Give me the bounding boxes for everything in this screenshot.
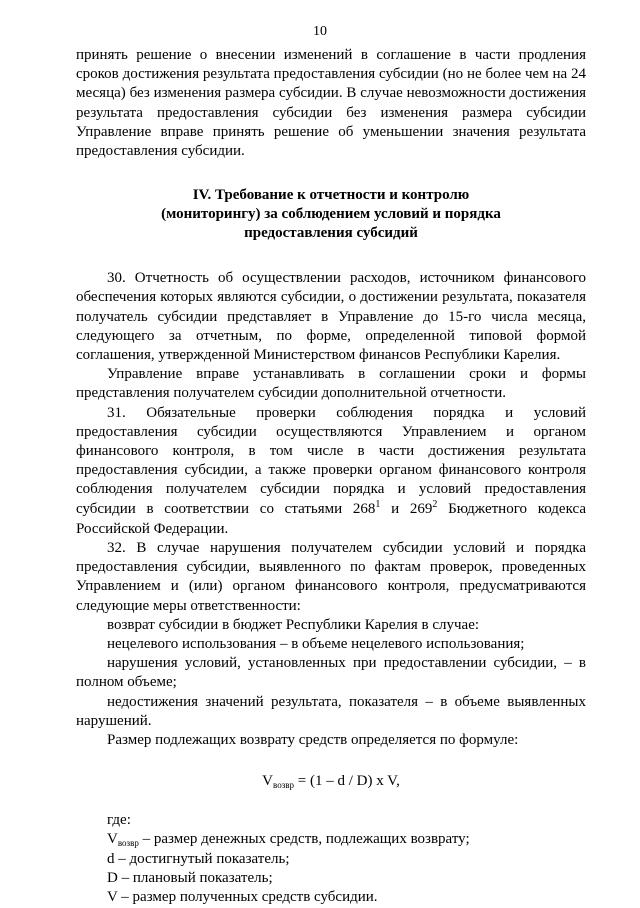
paragraph-32: 32. В случае нарушения получателем субсидии условий и порядка предоставления субсидии, выявленного по фактам проверок, проведенных Управлением и (или) органом финансового контроля, предусматриваются следующие меры ответственности: xyxy=(76,540,586,614)
paragraph-31-tail: Бюджетного кодекса Российской Федерации. xyxy=(76,500,587,537)
definition-d-achieved: d – достигнутый показатель; xyxy=(107,850,290,867)
article-268: 268 xyxy=(352,500,376,517)
section-heading-line-3: предоставления субсидий xyxy=(244,225,418,242)
paragraph-31 xyxy=(76,404,586,539)
where-label: где: xyxy=(107,811,131,828)
definition-d-planned: D – плановый показатель; xyxy=(107,870,273,887)
page-number: 10 xyxy=(313,24,327,39)
formula-subscript: возвр xyxy=(273,780,294,791)
refund-formula xyxy=(76,772,586,792)
section-heading xyxy=(76,186,586,243)
section-heading-line-1: IV. Требование к отчетности и контролю xyxy=(192,187,470,204)
paragraph-32-misuse: нецелевого использования – в объеме нецелевого использования; xyxy=(107,636,525,653)
formula-v: V xyxy=(262,773,273,790)
formula-rest: = (1 – d / D) x V, xyxy=(294,773,400,790)
paragraph-30-additional-reporting: Управление вправе устанавливать в соглашении сроки и формы представления получателем субсидии дополнительной отчетности. xyxy=(76,366,586,402)
article-269: 269 xyxy=(409,500,433,517)
paragraph-32-refund: возврат субсидии в бюджет Республики Карелия в случае: xyxy=(107,616,480,633)
definition-v: V xyxy=(107,830,118,847)
paragraph-30: 30. Отчетность об осуществлении расходов, источником финансового обеспечения которых являются субсидии, о достижении результата, показателя получатель субсидии представляет в Управление до 15-го числа месяца, следующего за отчетным, по форме, определенной типовой формой соглашения, утвержденной Министерством финансов Республики Карелия. xyxy=(76,270,586,364)
definition-v-received: V – размер полученных средств субсидии. xyxy=(107,889,378,906)
paragraph-31-text: 31. Обязательные проверки соблюдения порядка и условий предоставления субсидии осуществляются Управлением и органом финансового контроля, в том числе в части достижения результата предоставления субсидии, а также проверки органом финансового контроля соблюдения получателем субсидии порядка и условий предоставления субсидии в соответствии со статьями xyxy=(76,404,586,517)
definition-v-refund xyxy=(76,830,586,850)
definition-v-text: – размер денежных средств, подлежащих возврату; xyxy=(138,830,470,847)
paragraph-32-violation: нарушения условий, установленных при предоставлении субсидии, – в полном объеме; xyxy=(76,655,586,691)
article-268-superscript: 1 xyxy=(375,498,381,510)
intro-paragraph: принять решение о внесении изменений в соглашение в части продления сроков достижения результата предоставления субсидии (но не более чем на 24 месяца) без изменения размера субсидии. В случае невозможности достижения результата предоставления субсидии без изменения размера субсидии Управление вправе принять решение об уменьшении значения результата предоставления субсидии. xyxy=(76,47,586,160)
paragraph-32-non-achievement: недостижения значений результата, показателя – в объеме выявленных нарушений. xyxy=(76,693,586,729)
paragraph-31-and: и xyxy=(380,500,410,517)
document-body xyxy=(76,46,586,908)
section-heading-line-2: (мониторингу) за соблюдением условий и порядка xyxy=(161,206,501,223)
article-269-superscript: 2 xyxy=(432,498,438,510)
definition-v-subscript: возвр xyxy=(117,837,139,848)
paragraph-32-formula-intro: Размер подлежащих возврату средств определяется по формуле: xyxy=(107,732,519,749)
